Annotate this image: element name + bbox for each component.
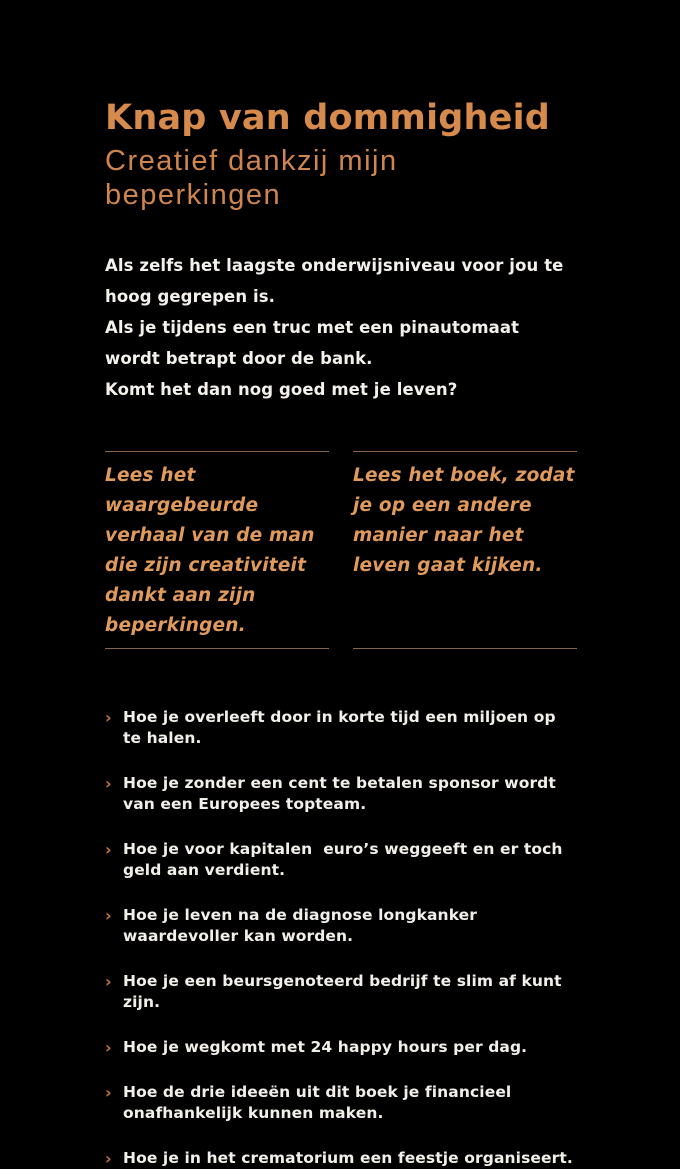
list-item-text: Hoe je wegkomt met 24 happy hours per dag. bbox=[123, 1038, 528, 1056]
chevron-right-icon: › bbox=[105, 972, 112, 991]
chevron-right-icon: › bbox=[105, 1038, 112, 1057]
list-item bbox=[105, 1037, 577, 1058]
callout-right: Lees het boek, zodat je op een andere manier naar het leven gaat kijken. bbox=[353, 451, 577, 649]
intro-line: Als je tijdens een truc met een pinautomaat wordt betrapt door de bank. bbox=[105, 318, 520, 368]
list-item-text: Hoe je overleeft door in korte tijd een miljoen op te halen. bbox=[123, 708, 562, 747]
callout-left: Lees het waargebeurde verhaal van de man die zijn creativiteit dankt aan zijn beperkingen. bbox=[105, 451, 329, 649]
chevron-right-icon: › bbox=[105, 840, 112, 859]
list-item-text: Hoe je zonder een cent te betalen sponsor wordt van een Europees topteam. bbox=[123, 774, 562, 813]
list-item bbox=[105, 773, 577, 815]
list-item bbox=[105, 707, 577, 749]
chevron-right-icon: › bbox=[105, 906, 112, 925]
list-item-text: Hoe de drie ideeën uit dit boek je financieel onafhankelijk kunnen maken. bbox=[123, 1083, 523, 1122]
callout-columns bbox=[105, 451, 577, 649]
chevron-right-icon: › bbox=[105, 708, 112, 727]
list-item-text: Hoe je voor kapitalen euro’s weggeeft en er toch geld aan verdient. bbox=[123, 840, 569, 879]
highlights-list bbox=[105, 707, 577, 1169]
list-item bbox=[105, 905, 577, 947]
intro-paragraph bbox=[105, 250, 577, 405]
list-item-text: Hoe je leven na de diagnose longkanker waardevoller kan worden. bbox=[123, 906, 483, 945]
page-subtitle: Creatief dankzij mijn beperkingen bbox=[105, 145, 398, 211]
chevron-right-icon: › bbox=[105, 1083, 112, 1102]
chevron-right-icon: › bbox=[105, 1149, 112, 1168]
list-item bbox=[105, 839, 577, 881]
intro-line: Als zelfs het laagste onderwijsniveau voor jou te hoog gegrepen is. bbox=[105, 256, 564, 306]
page-title: Knap van dommigheid bbox=[105, 98, 551, 138]
list-item bbox=[105, 1082, 577, 1124]
chevron-right-icon: › bbox=[105, 774, 112, 793]
list-item-text: Hoe je een beursgenoteerd bedrijf te slim af kunt zijn. bbox=[123, 972, 568, 1011]
list-item-text: Hoe je in het crematorium een feestje organiseert. bbox=[123, 1149, 573, 1167]
list-item bbox=[105, 971, 577, 1013]
intro-line: Komt het dan nog goed met je leven? bbox=[105, 380, 458, 399]
list-item bbox=[105, 1148, 577, 1169]
